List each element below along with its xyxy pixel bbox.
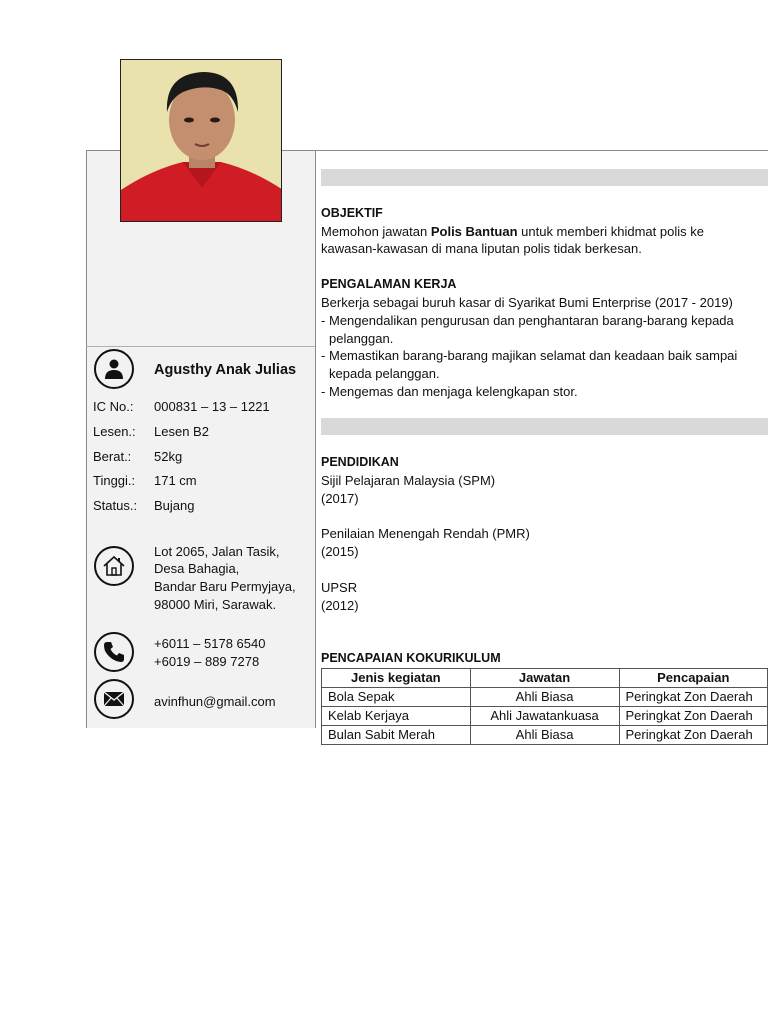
person-icon [94, 349, 134, 389]
berat-value: 52kg [154, 449, 183, 464]
table-cell: Bulan Sabit Merah [322, 726, 471, 745]
profile-name: Agusthy Anak Julias [154, 362, 297, 378]
bullet-dash: - [321, 384, 326, 399]
kokurikulum-heading: PENCAPAIAN KOKURIKULUM [321, 651, 501, 665]
status-label: Status.: [93, 498, 138, 513]
objektif-text-bold: Polis Bantuan [430, 224, 518, 239]
pendidikan-heading: PENDIDIKAN [321, 455, 399, 469]
sidebar-divider [86, 346, 315, 347]
objektif-line-2: kawasan-kawasan di mana liputan polis tidak berkesan. [321, 241, 642, 256]
berat-label: Berat.: [93, 449, 132, 464]
pendidikan-item-year: (2015) [321, 544, 359, 559]
table-header: Jawatan [470, 669, 619, 688]
table-cell: Ahli Biasa [470, 726, 619, 745]
kokurikulum-table [321, 668, 768, 745]
table-row [322, 707, 768, 726]
pendidikan-item-name: UPSR [321, 580, 358, 595]
pengalaman-bullet-2b: kepada pelanggan. [329, 366, 440, 381]
pengalaman-bullet-2a: Memastikan barang-barang majikan selamat dan keadaan baik sampai [329, 348, 738, 363]
phone-1: +6011 – 5178 6540 [154, 636, 266, 651]
table-cell: Ahli Biasa [470, 688, 619, 707]
status-value: Bujang [154, 498, 195, 513]
bullet-dash: - [321, 313, 326, 328]
table-header: Jenis kegiatan [322, 669, 471, 688]
lesen-value: Lesen B2 [154, 424, 209, 439]
table-cell: Kelab Kerjaya [322, 707, 471, 726]
pengalaman-intro: Berkerja sebagai buruh kasar di Syarikat Bumi Enterprise (2017 - 2019) [321, 295, 733, 310]
address-line-4: 98000 Miri, Sarawak. [154, 597, 277, 612]
table-header: Pencapaian [619, 669, 767, 688]
pengalaman-bullet-3: Mengemas dan menjaga kelengkapan stor. [329, 384, 578, 399]
tinggi-label: Tinggi.: [93, 473, 136, 488]
profile-photo-illustration [121, 60, 282, 222]
address-line-1: Lot 2065, Jalan Tasik, [154, 544, 280, 559]
section-bar-2 [321, 418, 768, 435]
objektif-text-pre: Memohon jawatan [321, 224, 431, 239]
email: avinfhun@gmail.com [154, 694, 276, 709]
objektif-text-post: untuk memberi khidmat polis ke [517, 224, 704, 239]
table-cell: Ahli Jawatankuasa [470, 707, 619, 726]
pengalaman-bullet-1b: pelanggan. [329, 331, 394, 346]
table-row [322, 688, 768, 707]
profile-photo [120, 59, 282, 222]
table-cell: Peringkat Zon Daerah [619, 688, 767, 707]
ic-value: 000831 – 13 – 1221 [154, 399, 270, 414]
address-line-3: Bandar Baru Permyjaya, [154, 579, 296, 594]
pendidikan-item-name: Sijil Pelajaran Malaysia (SPM) [321, 473, 496, 488]
address-line-2: Desa Bahagia, [154, 561, 240, 576]
section-bar-1 [321, 169, 768, 186]
pendidikan-item-name: Penilaian Menengah Rendah (PMR) [321, 526, 530, 541]
phone-2: +6019 – 889 7278 [154, 654, 260, 669]
bullet-dash: - [321, 348, 326, 363]
mail-icon [94, 679, 134, 719]
tinggi-value: 171 cm [154, 473, 197, 488]
pendidikan-item-year: (2012) [321, 598, 359, 613]
table-header-row [322, 669, 768, 688]
table-cell: Peringkat Zon Daerah [619, 707, 767, 726]
phone-icon [94, 632, 134, 672]
table-cell: Bola Sepak [322, 688, 471, 707]
lesen-label: Lesen.: [93, 424, 136, 439]
objektif-heading: OBJEKTIF [321, 206, 383, 220]
top-rule [314, 150, 768, 151]
table-row [322, 726, 768, 745]
table-cell: Peringkat Zon Daerah [619, 726, 767, 745]
pengalaman-bullet-1a: Mengendalikan pengurusan dan penghantaran barang-barang kepada [329, 313, 734, 328]
objektif-line-1 [321, 223, 704, 241]
pengalaman-heading: PENGALAMAN KERJA [321, 277, 457, 291]
home-icon [94, 546, 134, 586]
ic-label: IC No.: [93, 399, 134, 414]
pendidikan-item-year: (2017) [321, 491, 359, 506]
